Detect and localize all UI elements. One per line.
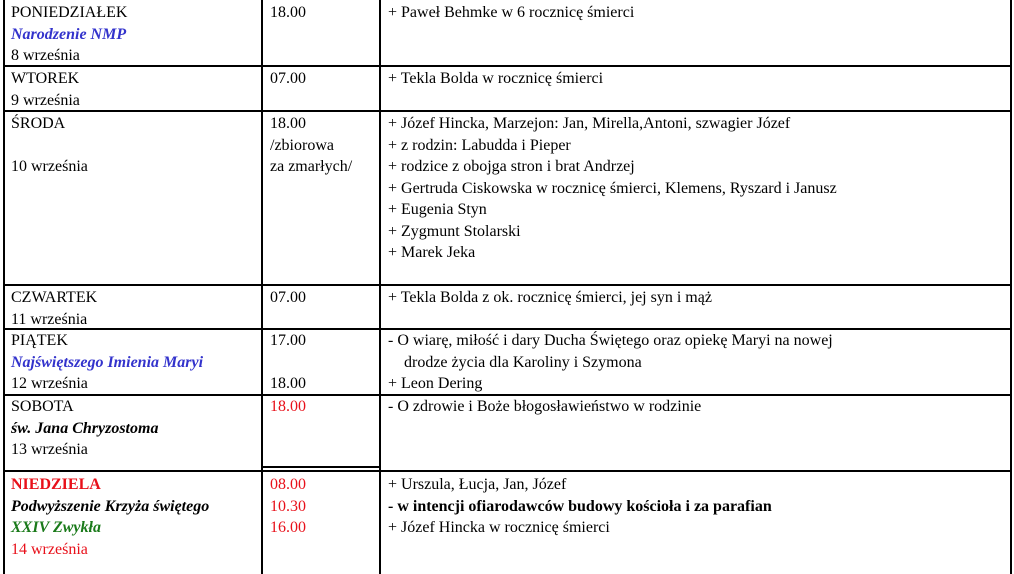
day-line: ŚRODA: [11, 115, 66, 132]
time-line: 16.00: [270, 519, 306, 536]
time-line: 18.00: [270, 4, 306, 21]
day-cell: [11, 474, 209, 560]
column-divider-1: [261, 0, 263, 574]
day-line: NIEDZIELA: [11, 476, 101, 493]
day-line: PIĄTEK: [11, 332, 68, 349]
day-cell: [11, 287, 97, 330]
day-line: CZWARTEK: [11, 289, 98, 306]
day-cell: [11, 396, 158, 461]
table-border-left: [3, 0, 5, 574]
feast-line: św. Jana Chryzostoma: [11, 419, 159, 437]
date-line: 8 września: [11, 47, 80, 64]
intention-line: + Marek Jeka: [388, 244, 476, 261]
intention-line: + Eugenia Styn: [388, 201, 487, 218]
intention-line: + Urszula, Łucja, Jan, Józef: [388, 476, 567, 493]
column-divider-2: [379, 0, 381, 574]
intention-line: + rodzice z obojga stron i brat Andrzej: [388, 158, 635, 175]
row-divider: [3, 110, 1012, 112]
time-line: 07.00: [270, 289, 306, 306]
day-line: SOBOTA: [11, 398, 74, 415]
time-cell: [270, 2, 306, 24]
time-line: 17.00: [270, 332, 306, 349]
date-line: 13 września: [11, 441, 88, 458]
intentions-cell: [388, 474, 772, 539]
intention-line: + Józef Hincka, Marzejon: Jan, Mirella,Antoni, szwagier Józef: [388, 115, 791, 132]
row-divider: [3, 65, 1012, 67]
intention-line: drodze życia dla Karoliny i Szymona: [404, 353, 642, 371]
time-line: za zmarłych/: [270, 158, 353, 175]
intention-line: + Leon Dering: [388, 375, 483, 392]
intentions-cell: [388, 330, 833, 395]
feast-line: Najświętszego Imienia Maryi: [11, 353, 204, 371]
day-cell: [11, 330, 203, 395]
time-cell: [270, 330, 306, 395]
feast-line: Narodzenie NMP: [11, 25, 127, 43]
day-line: WTOREK: [11, 70, 80, 87]
intentions-cell: [388, 68, 603, 90]
intention-line: - w intencji ofiarodawców budowy kościoła i za parafian: [388, 497, 772, 515]
time-cell: [270, 113, 352, 178]
time-line: 18.00: [270, 115, 306, 132]
intention-line: - O wiarę, miłość i dary Ducha Świętego oraz opiekę Maryi na nowej: [388, 332, 833, 349]
time-line: 18.00: [270, 375, 306, 392]
time-line: 18.00: [270, 398, 306, 415]
time-line: [270, 352, 306, 374]
day-cell: [11, 113, 88, 178]
time-cell: [270, 396, 306, 418]
intention-line: + Paweł Behmke w 6 rocznicę śmierci: [388, 4, 635, 21]
feast-line: Podwyższenie Krzyża świętego: [11, 497, 210, 515]
intention-line: + Józef Hincka w rocznicę śmierci: [388, 519, 610, 536]
date-line: 10 września: [11, 158, 88, 175]
intentions-cell: [388, 287, 712, 309]
table-border-right: [1010, 0, 1012, 574]
time-line: 07.00: [270, 70, 306, 87]
time-line: 08.00: [270, 476, 306, 493]
intention-line: + Tekla Bolda z ok. rocznicę śmierci, jej syn i mąż: [388, 289, 712, 306]
date-line: 9 września: [11, 91, 80, 109]
day-cell: [11, 68, 80, 111]
intention-line: + Gertruda Ciskowska w rocznicę śmierci, Klemens, Ryszard i Janusz: [388, 179, 837, 197]
intention-line: + Zygmunt Stolarski: [388, 222, 521, 240]
time-cell: [270, 287, 306, 309]
date-line: 11 września: [11, 310, 88, 328]
intentions-cell: [388, 2, 634, 24]
intention-line: + z rodzin: Labudda i Pieper: [388, 136, 571, 154]
spacer: [11, 135, 88, 157]
time-line: /zbiorowa: [270, 136, 334, 154]
day-cell: [11, 2, 127, 67]
row-divider: [263, 466, 381, 468]
intentions-cell: [388, 396, 701, 418]
date-line: 12 września: [11, 375, 88, 392]
day-line: PONIEDZIAŁEK: [11, 4, 128, 21]
time-cell: [270, 474, 306, 539]
feast-line-2: XXIV Zwykła: [11, 519, 101, 536]
row-divider: [3, 470, 1012, 472]
intentions-cell: [388, 113, 837, 264]
intention-line: - O zdrowie i Boże błogosławieństwo w rodzinie: [388, 398, 702, 415]
time-cell: [270, 68, 306, 90]
row-divider: [3, 284, 1012, 286]
date-line: 14 września: [11, 540, 88, 558]
intention-line: + Tekla Bolda w rocznicę śmierci: [388, 70, 604, 87]
time-line: 10.30: [270, 497, 306, 515]
